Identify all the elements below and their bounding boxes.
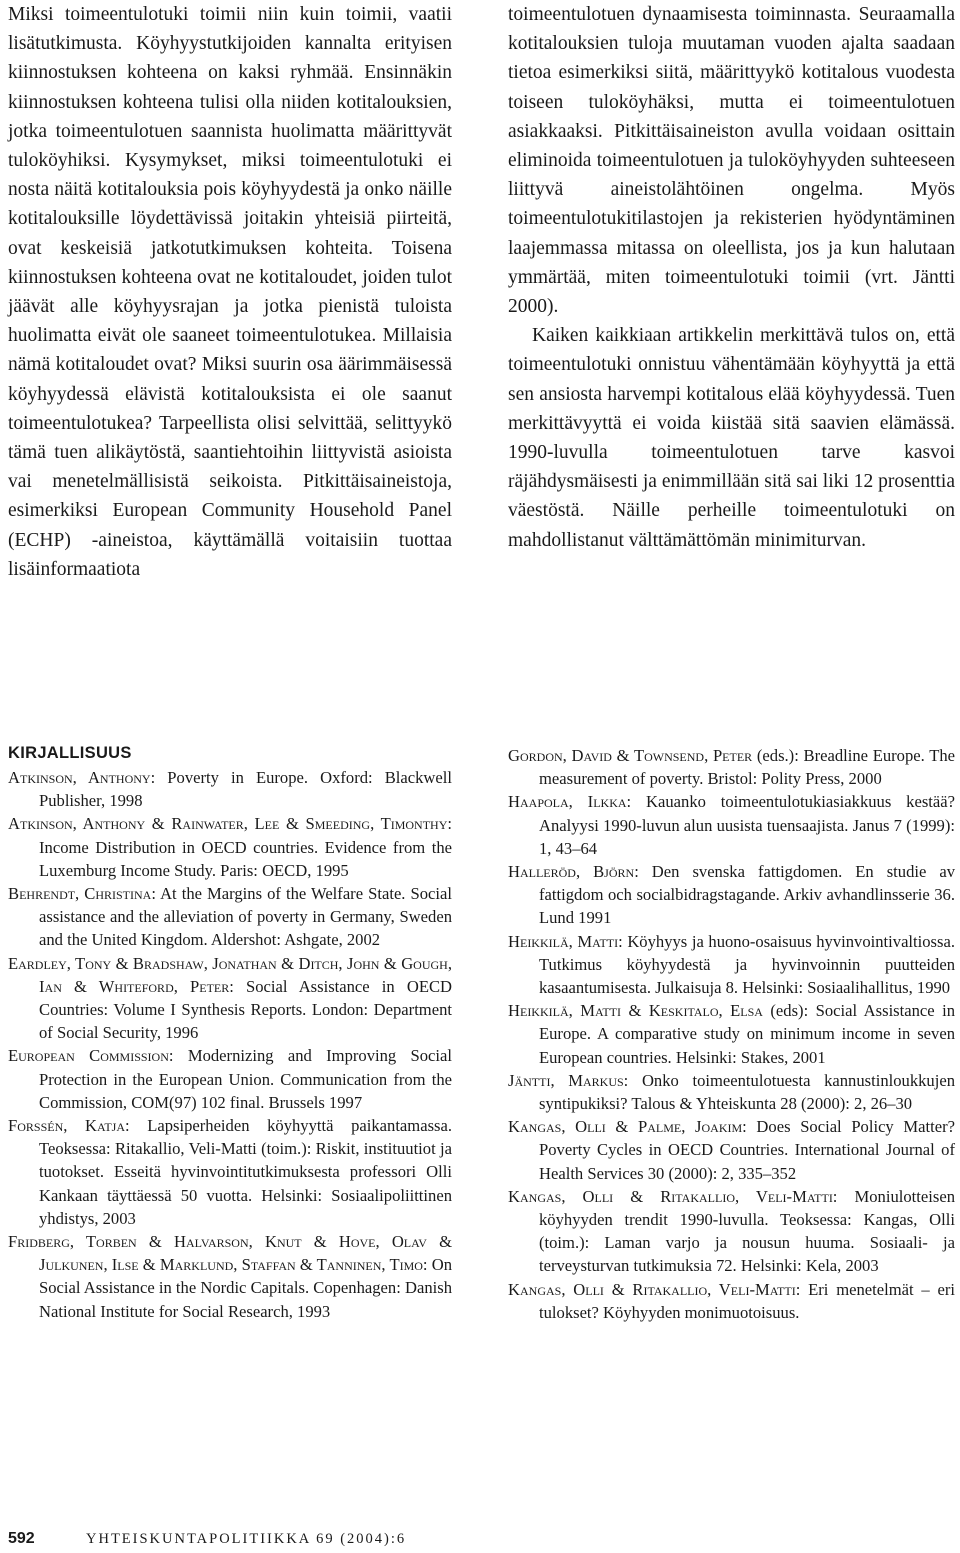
reference-text: Does Social Policy Matter? Poverty Cycles in OECD Countries. International Journal of Health Services 30 (2000): 2, 335–352 [539,1117,955,1183]
reference-entry [508,1115,955,1185]
reference-entry [8,1114,452,1230]
reference-author: Behrendt, Christina: [8,884,156,904]
reference-entry [508,1278,955,1324]
reference-author: Eardley, Tony & Bradshaw, Jonathan & Ditch, John & Gough, Ian & Whiteford, Peter: [8,953,452,996]
reference-entry [508,999,955,1069]
left-text-column [8,0,452,584]
reference-author: Heikkilä, Matti: [508,931,623,951]
reference-author: Heikkilä, Matti & Keskitalo, Elsa [508,1001,763,1021]
reference-text: Modernizing and Improving Social Protection in the European Union. Communication from the Commission, COM(97) 102 final. Brussels 1997 [39,1046,452,1112]
reference-author: Gordon, David & Townsend, Peter [508,746,753,765]
reference-author: Halleröd, Björn: [508,862,639,882]
references-left-column [8,766,452,1323]
reference-entry [508,1185,955,1278]
reference-author: Haapola, Ilkka: [508,792,632,812]
reference-entry [508,790,955,860]
reference-author: Jäntti, Markus: [508,1070,629,1090]
page-number: 592 [8,1530,35,1547]
reference-text: Köyhyys ja huono-osaisuus hyvinvointivaltiossa. Tutkimus köyhyydestä ja hyvinvoinnin puutteiden kasaantumisesta. Julkaisuja 8. Helsinki: Sosiaalihallitus, 1990 [539,931,955,998]
reference-text: Den svenska fattigdomen. En studie av fattigdom och socialbidragstagande. Arkiv avhandlinsserie 36. Lund 1991 [539,862,955,928]
reference-entry [8,882,452,952]
reference-author: Forssén, Katja: [8,1116,130,1136]
reference-text: Eri menetelmät – eri tulokset? Köyhyyden monimuotoisuus. [539,1279,955,1322]
reference-author: Kangas, Olli & Palme, Joakim: [508,1117,747,1137]
reference-text: Social Assistance in OECD Countries: Volume I Synthesis Reports. London: Department of Social Security, 1996 [39,976,453,1043]
reference-text: On Social Assistance in the Nordic Capitals. Copenhagen: Danish National Institute for Social Research, 1993 [39,1255,452,1321]
reference-entry [8,766,452,812]
reference-entry [508,744,955,790]
journal-title: YHTEISKUNTAPOLITIIKKA 69 (2004):6 [86,1531,407,1547]
reference-entry [8,952,452,1045]
reference-text: At the Margins of the Welfare State. Social assistance and the alleviation of poverty in Germany, Sweden and the United Kingdom. Aldershot: Ashgate, 2002 [39,884,452,950]
references-right-column [508,744,955,1324]
reference-entry [8,1044,452,1114]
paragraph: Kaiken kaikkiaan artikkelin merkittävä tulos on, että toimeentulotuki onnistuu vähentämään köyhyyttä ja että sen ansiosta harvempi kotitalous elää köyhyydessä. Tuen merkittävyyttä ei voida kiistää sitä saavien elämässä. 1990-luvulla toimeentulotuen tarve kasvoi räjähdysmäisesti ja enimmillään sitä sai liki 12 prosenttia väestöstä. Näille perheille toimeentulotuki on mahdollistanut välttämättömän minimiturvan. [508,325,955,551]
reference-text: (eds.): Breadline Europe. The measurement of poverty. Bristol: Polity Press, 2000 [539,746,955,789]
reference-author: Kangas, Olli & Ritakallio, Veli-Matti: [508,1279,801,1299]
reference-text: Lapsiperheiden köyhyyttä paikantamassa. Teoksessa: Ritakallio, Veli-Matti (toim.): Riskit, instituutiot ja tuotokset. Esseitä hyvinvointitutkimuksesta professori Olli Kankaan täyttäessä 50 vuotta. Helsinki: Sosiaalipoliittinen yhdistys, 2003 [39,1116,452,1228]
reference-author: Kangas, Olli & Ritakallio, Veli-Matti: [508,1186,838,1206]
reference-author: Atkinson, Anthony: [8,768,156,787]
reference-entry [8,812,452,882]
reference-text: (eds): Social Assistance in Europe. A comparative study on minimum income in seven European countries. Helsinki: Stakes, 2001 [539,1001,956,1067]
reference-author: Atkinson, Anthony & Rainwater, Lee & Smeeding, Timonthy: [8,814,452,834]
reference-text: Income Distribution in OECD countries. Evidence from the Luxemburg Income Study. Paris: OECD, 1995 [39,837,452,880]
reference-text: Moniulotteisen köyhyyden trendit 1990-luvulla. Teoksessa: Kangas, Olli (toim.): Laman varjo ja nousun huuma. Sosiaali- ja terveysturvan tutkimuksia 72. Helsinki: Kela, 2003 [539,1186,955,1276]
references-heading: KIRJALLISUUS [8,744,132,762]
paragraph: Miksi toimeentulotuki toimii niin kuin toimii, vaatii lisätutkimusta. Köyhyystutkijoiden kannalta erityisen kiinnostuksen kohteena on kaksi ryhmää. Ensinnäkin kiinnostuksen kohteena tulisi olla niiden kotitalouksien, jotka toimeentulotuen saannista huolimatta määrittyvät tuloköyhiksi. Kysymykset, miksi toimeentulotuki ei nosta näitä kotitalouksia pois köyhyydestä ja onko näille kotitalouksille löydettävissä joitakin yhteisiä piirteitä, ovat keskeisiä jatkotutkimuksen kohteita. Toisena kiinnostuksen kohteena ovat ne kotitaloudet, joiden tulot jäävät alle köyhyysrajan ja jotka pienistä tuloista huolimatta eivät ole saaneet toimeentulotukea. Millaisia nämä kotitaloudet ovat? Miksi suurin osa äärimmäisessä köyhyydessä elävistä kotitalouksista ei ole saanut toimeentulotukea? Tarpeellista olisi selvittää, selittyykö tämä tuen alikäytöstä, saantiehtoihin liittyvistä asioista vai menetelmällisistä seikoista. Pitkittäisaineistoja, esimerkiksi European Community Household Panel (ECHP) -aineistoa, käyttämällä voitaisiin tuottaa lisäinformaatiota [8,4,452,580]
reference-author: Fridberg, Torben & Halvarson, Knut & Hove, Olav & Julkunen, Ilse & Marklund, Staffan & Tanninen, Timo: [8,1232,452,1275]
reference-text: Poverty in Europe. Oxford: Blackwell Publisher, 1998 [39,768,452,811]
reference-entry [508,1069,955,1115]
reference-entry [508,860,955,930]
reference-text: Onko toimeentulotuesta kannustinloukkujen syntipukiksi? Talous & Yhteiskunta 28 (2000): 2, 26–30 [539,1070,955,1114]
reference-entry [8,1230,452,1323]
reference-author: European Commission: [8,1046,174,1066]
page-footer [8,1530,608,1552]
paragraph: toimeentulotuen dynaamisesta toiminnasta. Seuraamalla kotitalouksien tuloja muutaman vuoden ajalta saadaan tietoa esimerkiksi siitä, määrittyykö kotitalous vuodesta toiseen tuloköyhäksi, mutta ei toimeentulotuen asiakkaaksi. Pitkittäisaineiston avulla voidaan osittain eliminoida toimeentulotuen ja tuloköyhyyden suhteeseen liittyvä aineistolähtöinen ongelma. Myös toimeentulotukitilastojen ja rekisterien hyödyntäminen laajemmassa mitassa on oleellista, jos ja kun halutaan ymmärtää, miten toimeentulotuki toimii (vrt. Jäntti 2000). [508,4,955,318]
right-text-column [508,0,955,555]
reference-entry [508,930,955,1000]
reference-text: Kauanko toimeentulotukiasiakkuus kestää? Analyysi 1990-luvun alun uusista tuensaajista. Janus 7 (1999): 1, 43–64 [539,792,955,858]
